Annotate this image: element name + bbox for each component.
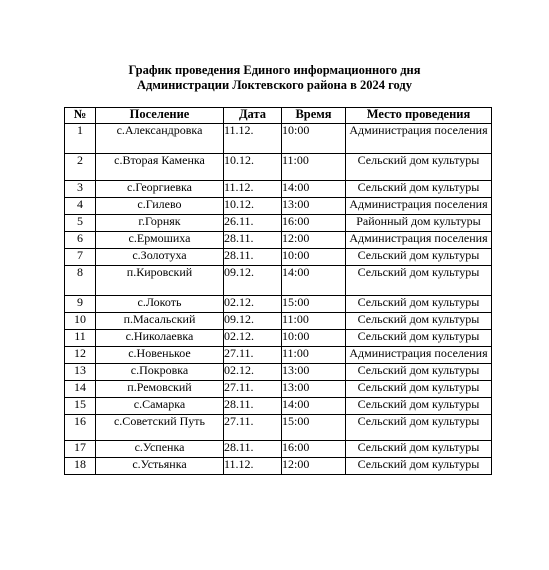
row-time: 10:00	[282, 124, 346, 154]
row-place: Сельский дом культуры	[346, 415, 492, 441]
row-place: Сельский дом культуры	[346, 458, 492, 475]
schedule-table	[64, 107, 492, 475]
row-date: 27.11.	[224, 347, 282, 364]
row-time: 14:00	[282, 266, 346, 296]
table-row	[65, 441, 492, 458]
row-settlement: с.Успенка	[96, 441, 224, 458]
row-settlement: с.Золотуха	[96, 249, 224, 266]
row-settlement: с.Новенькое	[96, 347, 224, 364]
row-date: 11.12.	[224, 458, 282, 475]
row-place: Сельский дом культуры	[346, 398, 492, 415]
row-date: 28.11.	[224, 232, 282, 249]
row-settlement: с.Николаевка	[96, 330, 224, 347]
row-settlement: с.Ермошиха	[96, 232, 224, 249]
row-place: Сельский дом культуры	[346, 313, 492, 330]
row-place: Администрация поселения	[346, 232, 492, 249]
row-place: Сельский дом культуры	[346, 441, 492, 458]
row-time: 13:00	[282, 198, 346, 215]
row-place: Сельский дом культуры	[346, 249, 492, 266]
table-row	[65, 249, 492, 266]
row-time: 12:00	[282, 458, 346, 475]
row-date: 27.11.	[224, 415, 282, 441]
row-date: 02.12.	[224, 296, 282, 313]
row-number: 13	[65, 364, 96, 381]
row-settlement: с.Георгиевка	[96, 181, 224, 198]
row-number: 16	[65, 415, 96, 441]
row-date: 02.12.	[224, 364, 282, 381]
row-date: 28.11.	[224, 398, 282, 415]
row-settlement: с.Устьянка	[96, 458, 224, 475]
row-date: 09.12.	[224, 266, 282, 296]
table-row	[65, 381, 492, 398]
row-place: Администрация поселения	[346, 347, 492, 364]
header-date: Дата	[224, 108, 282, 124]
title-line-1: График проведения Единого информационного дня	[128, 63, 421, 77]
table-row	[65, 330, 492, 347]
row-date: 28.11.	[224, 249, 282, 266]
row-time: 14:00	[282, 181, 346, 198]
row-place: Сельский дом культуры	[346, 381, 492, 398]
row-date: 10.12.	[224, 198, 282, 215]
row-time: 13:00	[282, 381, 346, 398]
document-title	[0, 63, 549, 93]
row-time: 14:00	[282, 398, 346, 415]
row-settlement: с.Вторая Каменка	[96, 154, 224, 181]
row-number: 10	[65, 313, 96, 330]
table-row	[65, 347, 492, 364]
table-row	[65, 198, 492, 215]
row-settlement: с.Александровка	[96, 124, 224, 154]
row-settlement: п.Масальский	[96, 313, 224, 330]
row-time: 13:00	[282, 364, 346, 381]
row-number: 18	[65, 458, 96, 475]
row-number: 9	[65, 296, 96, 313]
header-settlement: Поселение	[96, 108, 224, 124]
table-row	[65, 415, 492, 441]
row-number: 5	[65, 215, 96, 232]
row-place: Сельский дом культуры	[346, 364, 492, 381]
header-place: Место проведения	[346, 108, 492, 124]
title-line-2: Администрации Локтевского района в 2024 году	[137, 78, 412, 92]
row-number: 3	[65, 181, 96, 198]
row-number: 1	[65, 124, 96, 154]
row-number: 8	[65, 266, 96, 296]
table-row	[65, 232, 492, 249]
row-settlement: с.Советский Путь	[96, 415, 224, 441]
row-date: 11.12.	[224, 124, 282, 154]
row-date: 26.11.	[224, 215, 282, 232]
table-row	[65, 398, 492, 415]
row-number: 11	[65, 330, 96, 347]
row-number: 15	[65, 398, 96, 415]
row-settlement: п.Ремовский	[96, 381, 224, 398]
row-time: 15:00	[282, 296, 346, 313]
row-place: Сельский дом культуры	[346, 181, 492, 198]
row-settlement: г.Горняк	[96, 215, 224, 232]
table-header-row	[65, 108, 492, 124]
row-place: Сельский дом культуры	[346, 296, 492, 313]
row-place: Сельский дом культуры	[346, 330, 492, 347]
header-time: Время	[282, 108, 346, 124]
table-row	[65, 313, 492, 330]
row-number: 6	[65, 232, 96, 249]
row-time: 11:00	[282, 154, 346, 181]
row-settlement: с.Гилево	[96, 198, 224, 215]
row-place: Администрация поселения	[346, 198, 492, 215]
row-number: 7	[65, 249, 96, 266]
row-settlement: с.Покровка	[96, 364, 224, 381]
row-time: 15:00	[282, 415, 346, 441]
row-date: 09.12.	[224, 313, 282, 330]
row-place: Сельский дом культуры	[346, 266, 492, 296]
table-row	[65, 364, 492, 381]
table-row	[65, 296, 492, 313]
row-time: 16:00	[282, 441, 346, 458]
row-settlement: с.Самарка	[96, 398, 224, 415]
row-number: 17	[65, 441, 96, 458]
row-number: 4	[65, 198, 96, 215]
row-time: 10:00	[282, 330, 346, 347]
row-place: Администрация поселения	[346, 124, 492, 154]
row-number: 14	[65, 381, 96, 398]
row-settlement: п.Кировский	[96, 266, 224, 296]
row-date: 27.11.	[224, 381, 282, 398]
row-place: Сельский дом культуры	[346, 154, 492, 181]
table-row	[65, 181, 492, 198]
row-date: 11.12.	[224, 181, 282, 198]
table-row	[65, 154, 492, 181]
row-date: 10.12.	[224, 154, 282, 181]
row-place: Районный дом культуры	[346, 215, 492, 232]
row-settlement: с.Локоть	[96, 296, 224, 313]
row-time: 10:00	[282, 249, 346, 266]
row-number: 2	[65, 154, 96, 181]
row-number: 12	[65, 347, 96, 364]
row-time: 16:00	[282, 215, 346, 232]
table-row	[65, 215, 492, 232]
row-date: 28.11.	[224, 441, 282, 458]
header-number: №	[65, 108, 96, 124]
row-time: 11:00	[282, 347, 346, 364]
row-date: 02.12.	[224, 330, 282, 347]
table-row	[65, 458, 492, 475]
table-row	[65, 124, 492, 154]
row-time: 12:00	[282, 232, 346, 249]
row-time: 11:00	[282, 313, 346, 330]
table-row	[65, 266, 492, 296]
